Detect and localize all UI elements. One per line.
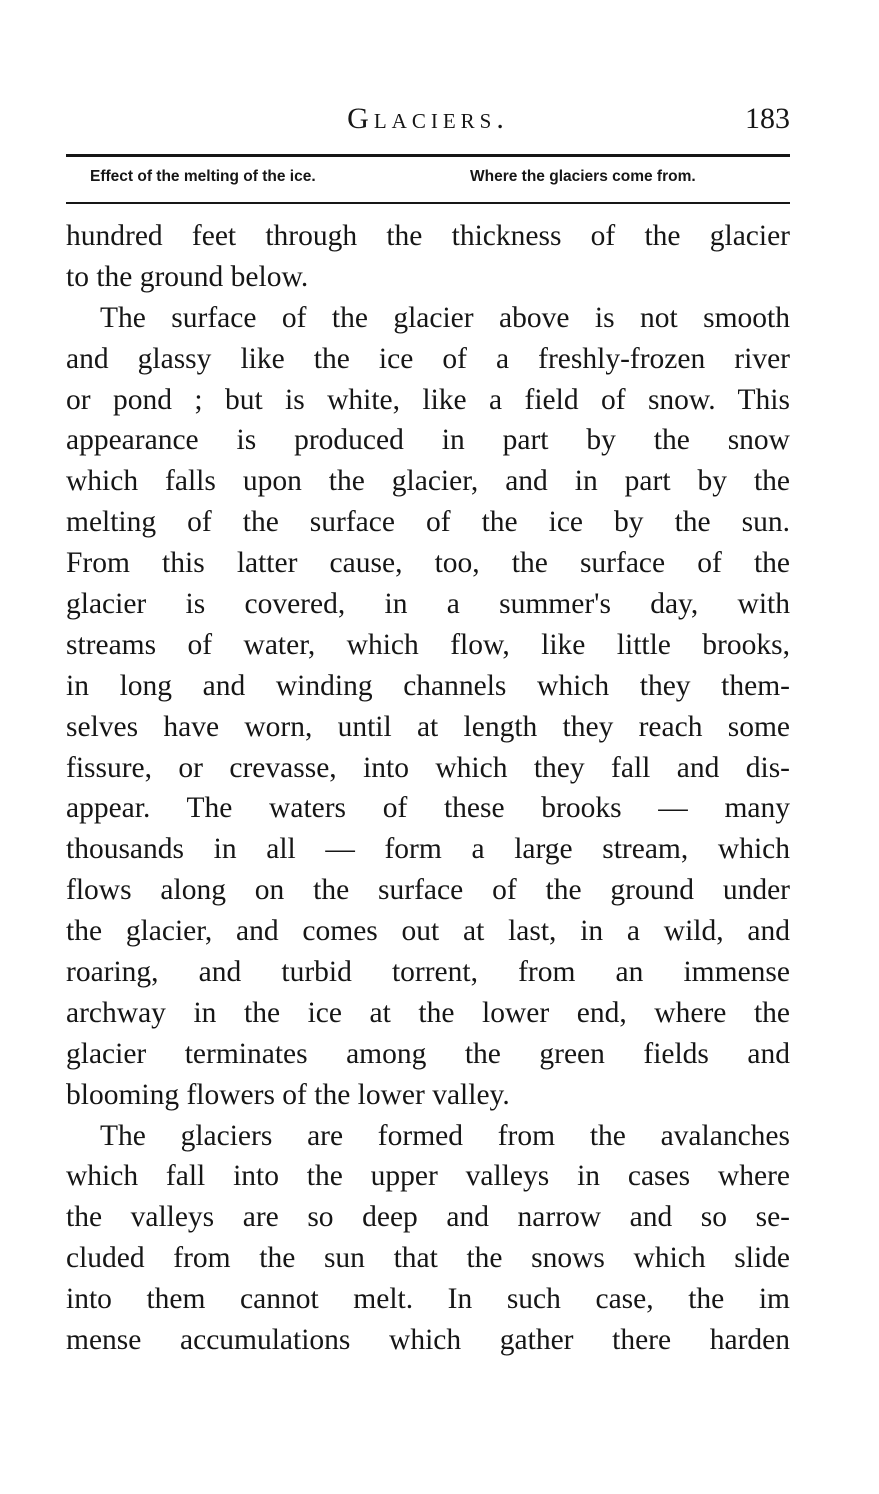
subhead-right: Where the glaciers come from.	[470, 168, 696, 185]
running-title: Glaciers.	[347, 102, 509, 135]
text-line: or pond ; but is white, like a field of snow. This	[66, 383, 790, 416]
header-rule-bottom	[66, 202, 790, 204]
text-line: appear. The waters of these brooks — many	[66, 792, 790, 825]
text-line: roaring, and turbid torrent, from an immense	[66, 956, 790, 989]
text-line: the valleys are so deep and narrow and so se-	[66, 1201, 790, 1234]
text-line: archway in the ice at the lower end, where the	[66, 996, 790, 1029]
text-line: selves have worn, until at length they reach some	[66, 710, 790, 743]
text-line: to the ground below.	[66, 260, 309, 293]
text-line: which fall into the upper valleys in cases where	[66, 1160, 790, 1193]
text-line: hundred feet through the thickness of the glacier	[66, 220, 790, 252]
text-line: and glassy like the ice of a freshly-frozen river	[66, 342, 790, 375]
text-line: into them cannot melt. In such case, the im	[66, 1283, 790, 1316]
text-line: appearance is produced in part by the snow	[66, 424, 790, 457]
text-line: From this latter cause, too, the surface of the	[66, 547, 790, 580]
paragraph-start-line: The surface of the glacier above is not smooth	[100, 301, 790, 334]
text-line: streams of water, which flow, like little brooks,	[66, 628, 790, 661]
body-text	[66, 216, 790, 1361]
running-head	[66, 100, 790, 140]
text-line: the glacier, and comes out at last, in a wild, and	[66, 915, 790, 948]
text-line: blooming flowers of the lower valley.	[66, 1078, 510, 1111]
text-line: melting of the surface of the ice by the sun.	[66, 506, 790, 539]
text-line: thousands in all — form a large stream, which	[66, 833, 790, 866]
text-line: flows along on the surface of the ground under	[66, 874, 790, 907]
text-line: fissure, or crevasse, into which they fall and dis-	[66, 751, 790, 784]
subhead-left: Effect of the melting of the ice.	[90, 168, 316, 185]
text-line: mense accumulations which gather there harden	[66, 1324, 790, 1357]
text-line: in long and winding channels which they them-	[66, 669, 790, 702]
header-rule-top	[66, 154, 790, 157]
text-line: glacier terminates among the green fields and	[66, 1037, 790, 1070]
text-line: cluded from the sun that the snows which slide	[66, 1242, 790, 1275]
marginal-subheads	[90, 168, 790, 192]
text-line: glacier is covered, in a summer's day, with	[66, 588, 790, 621]
page-number: 183	[745, 102, 790, 135]
paragraph-start-line: The glaciers are formed from the avalanches	[100, 1119, 790, 1152]
text-line: which falls upon the glacier, and in part by the	[66, 465, 790, 498]
